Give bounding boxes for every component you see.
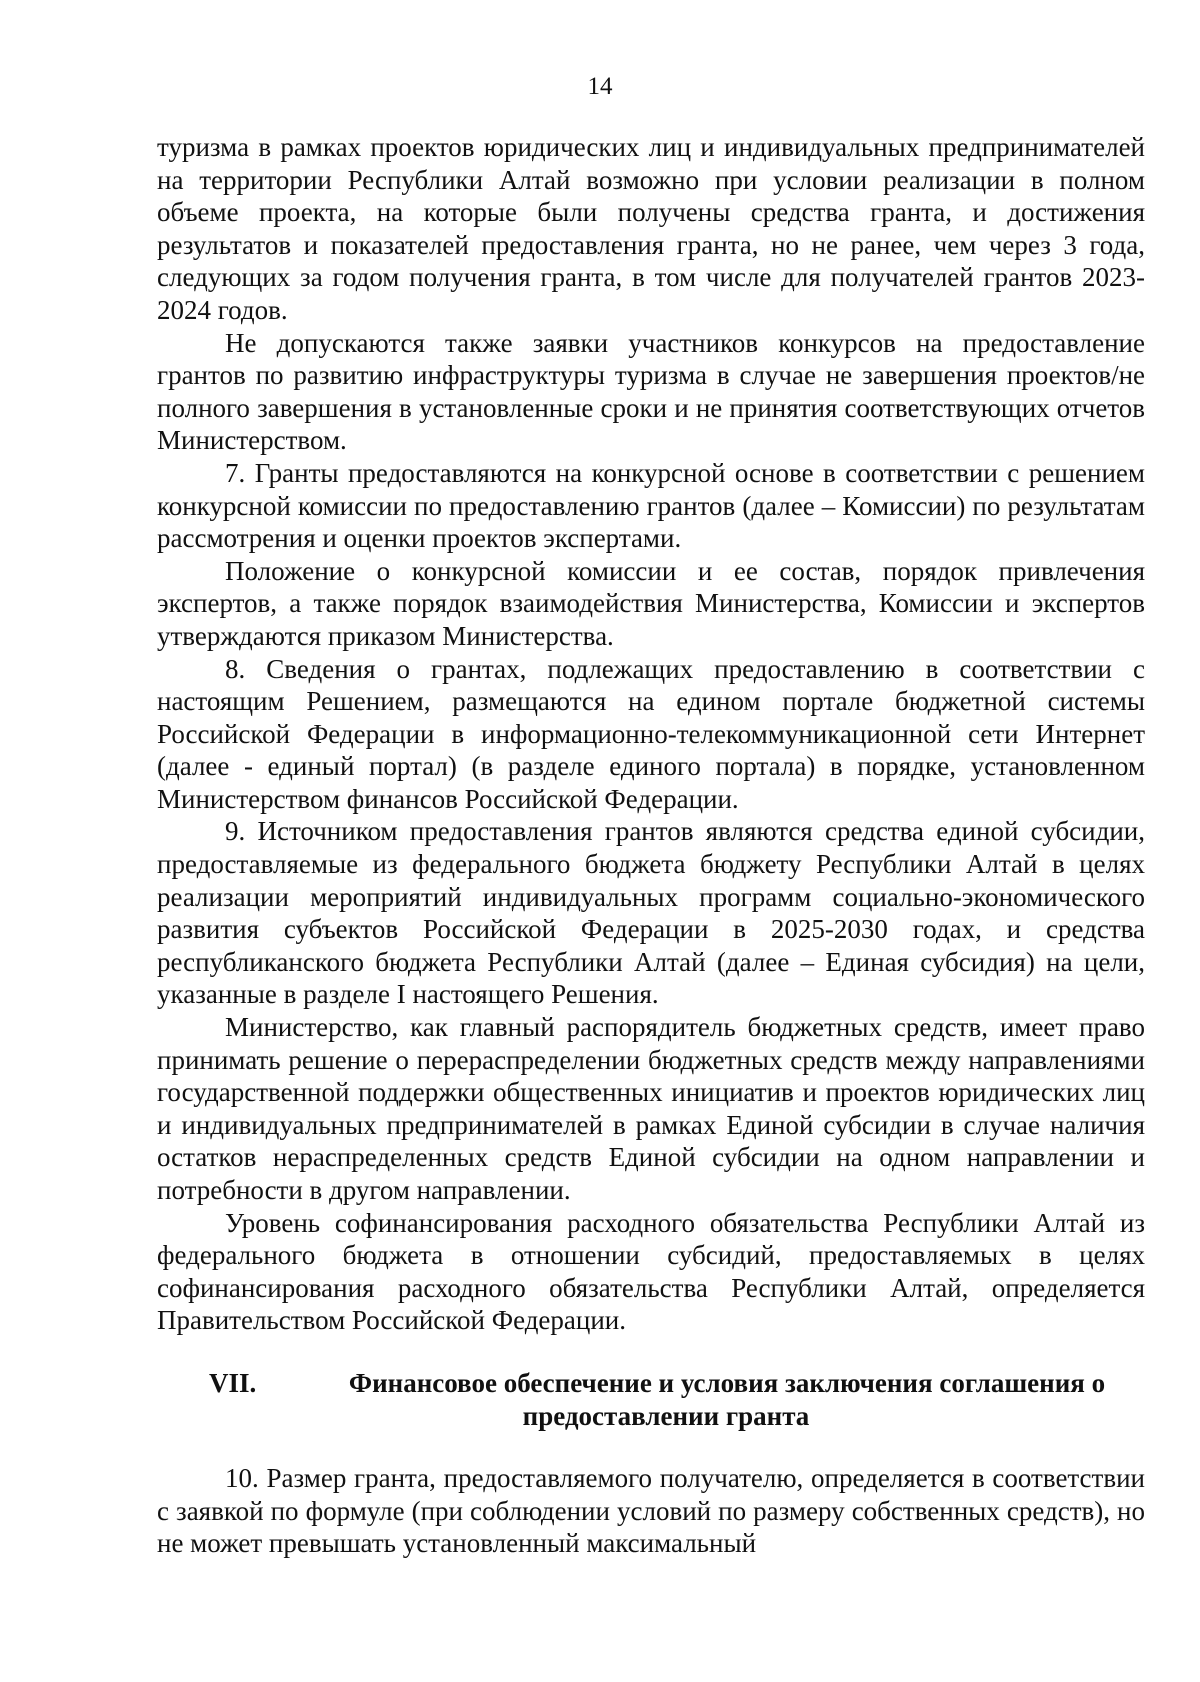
section-number: VII. — [209, 1367, 257, 1398]
paragraph-item-7: 7. Гранты предоставляются на конкурсной основе в соответствии с решением конкурсной комиссии по предоставлению грантов (далее – Комиссии) по результатам рассмотрения и оценки проектов экспертами. — [157, 457, 1145, 554]
paragraph-commission-regulation: Положение о конкурсной комиссии и ее состав, порядок привлечения экспертов, а также порядок взаимодействия Министерства, Комиссии и экспертов утверждаются приказом Министерства. — [157, 555, 1145, 651]
section-heading — [157, 1367, 1145, 1432]
paragraph-ministry-rights: Министерство, как главный распорядитель бюджетных средств, имеет право принимать решение о перераспределении бюджетных средств между направлениями государственной поддержки общественных инициатив и проектов юридических лиц и индивидуальных предпринимателей в рамках Единой субсидии в случае наличия остатков нераспределенных средств Единой субсидии на одном направлении и потребности в другом направлении. — [157, 1012, 1145, 1205]
page-number: 14 — [587, 73, 613, 100]
section-title-line2: предоставлении гранта — [522, 1400, 810, 1431]
paragraph-cofinancing-level: Уровень софинансирования расходного обязательства Республики Алтай из федерального бюджета в отношении субсидий, предоставляемых в целях софинансирования расходного обязательства Республики Алтай, определяется Правительством Российской Федерации. — [157, 1207, 1145, 1336]
paragraph-item-9: 9. Источником предоставления грантов являются средства единой субсидии, предоставляемые из федерального бюджета бюджету Республики Алтай в целях реализации мероприятий индивидуальных программ социально-экономического развития субъектов Российской Федерации в 2025-2030 годах, и средства республиканского бюджета Республики Алтай (далее – Единая субсидия) на цели, указанные в разделе I настоящего Решения. — [157, 816, 1145, 1010]
paragraph-item-8: 8. Сведения о грантах, подлежащих предоставлению в соответствии с настоящим Решением, размещаются на едином портале бюджетной системы Российской Федерации в информационно-телекоммуникационной сети Интернет (далее - единый портал) (в разделе единого портала) в порядке, установленном Министерством финансов Российской Федерации. — [157, 653, 1145, 814]
paragraph-item-10: 10. Размер гранта, предоставляемого получателю, определяется в соответствии с заявкой по формуле (при соблюдении условий по размеру собственных средств), но не может превышать установленный максимальный — [157, 1463, 1145, 1559]
document-body — [157, 131, 1145, 1560]
section-title-line1: Финансовое обеспечение и условия заключения соглашения о — [348, 1367, 1106, 1398]
paragraph-continuation: туризма в рамках проектов юридических лиц и индивидуальных предпринимателей на территории Республики Алтай возможно при условии реализации в полном объеме проекта, на которые были получены средства гранта, и достижения результатов и показателей предоставления гранта, но не ранее, чем через 3 года, следующих за годом получения гранта, в том числе для получателей грантов 2023-2024 годов. — [157, 132, 1145, 325]
paragraph-applications-not-allowed: Не допускаются также заявки участников конкурсов на предоставление грантов по развитию инфраструктуры туризма в случае не завершения проектов/не полного завершения в установленные сроки и не принятия соответствующих отчетов Министерством. — [157, 327, 1145, 456]
